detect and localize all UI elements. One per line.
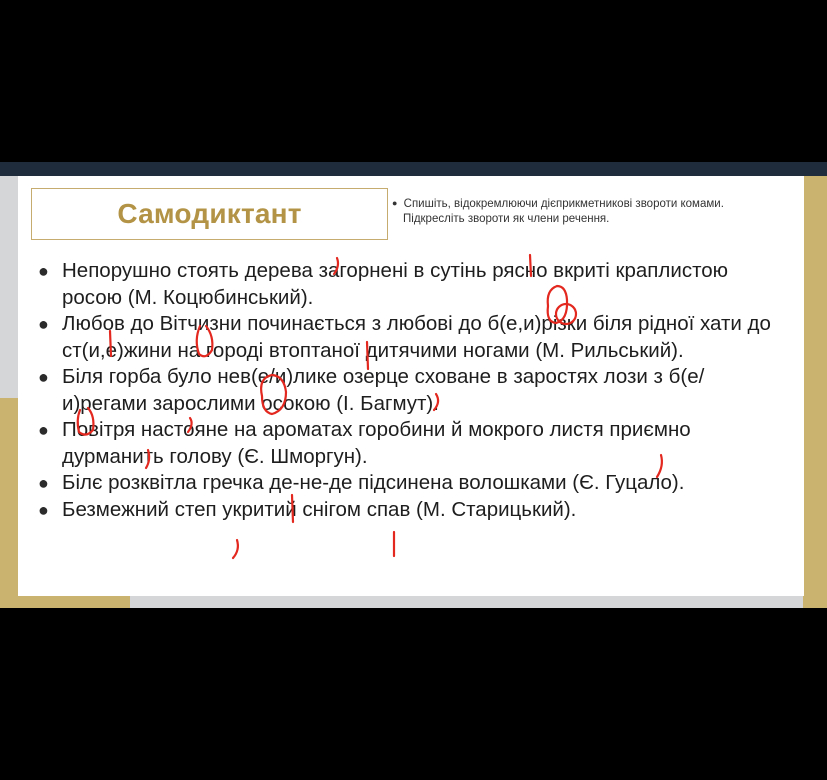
sentence-text: Непорушно стоять дерева загорнені в сутінь рясно вкриті краплистою росою (М. Коцюбинський).: [62, 259, 728, 309]
gold-right-accent: [803, 176, 827, 608]
title-box: [31, 188, 388, 240]
content-panel: [18, 176, 804, 596]
list-item: [32, 470, 784, 497]
bullet: ●: [38, 367, 49, 387]
list-item: [32, 497, 784, 524]
sentence-text: Безмежний степ укритий снігом спав (М. Старицький).: [62, 497, 577, 521]
slide-top-band: [0, 162, 827, 176]
instruction: [392, 196, 800, 227]
sentence-text: Повітря настояне на ароматах горобини й мокрого листя приємно дурманить голову (Є. Шморгун).: [62, 418, 691, 468]
sentence-text: Любов до Вітчизни починається з любові до б(е,и)різки біля рідної хати до ст(и,е)жини на городі втоптаної дитячими ногами (М. Рильський).: [62, 312, 771, 362]
list-item: [32, 258, 784, 311]
sentence-list: [32, 258, 784, 523]
instruction-line-1: Спишіть, відокремлюючи дієприкметникові звороти комами.: [403, 198, 724, 210]
instruction-bullet: ●: [392, 198, 398, 208]
list-item: [32, 311, 784, 364]
bullet: ●: [38, 314, 49, 334]
bullet: ●: [38, 261, 49, 281]
bullet: ●: [38, 473, 49, 493]
list-item: [32, 417, 784, 470]
bullet: ●: [38, 499, 49, 520]
sentence-text: Біля горба було нев(е/и)лике озерце сховане в заростях лози з б(е/и)регами зарослими осокою (І. Багмут).: [62, 365, 705, 415]
slide: [0, 162, 827, 608]
instruction-line-2: Підкресліть звороти як члени речення.: [403, 213, 610, 225]
bullet: ●: [38, 420, 49, 440]
sentence-text: Білє розквітла гречка де-не-де підсинена волошками (Є. Гуцало).: [62, 471, 685, 494]
slide-title: Самодиктант: [117, 198, 302, 229]
list-item: [32, 364, 784, 417]
